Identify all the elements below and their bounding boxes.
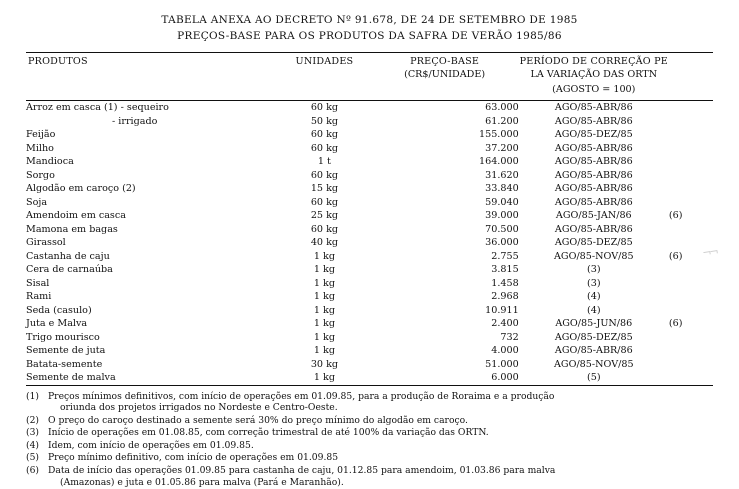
cell-periodo: AGO/85-NOV/85 [553, 358, 634, 370]
cell-produto: Semente de juta [26, 345, 106, 357]
cell-preco-base: 2.400 [491, 318, 519, 330]
header-unidades: UNIDADES [295, 56, 354, 67]
table-header-row-3 [26, 83, 713, 98]
cell-unidade: 15 kg [310, 183, 339, 195]
cell-preco-base: 2.968 [491, 291, 519, 303]
footnote-number: (4) [26, 439, 40, 451]
cell-produto: Juta e Malva [26, 318, 88, 330]
cell-preco-base: 2.755 [491, 250, 519, 262]
table-row [26, 101, 713, 115]
table-row [26, 196, 713, 210]
table-row [26, 223, 713, 237]
prices-table [26, 52, 713, 386]
footnote-text [48, 391, 713, 415]
cell-periodo: (3) [586, 264, 601, 276]
table-row [26, 155, 713, 169]
footnote-line-1: Preço mínimo definitivo, com início de operações em 01.09.85 [48, 452, 339, 464]
cell-periodo: (4) [586, 304, 601, 316]
cell-footnote-ref [669, 236, 713, 250]
cell-preco-base: 1.458 [491, 277, 519, 289]
cell-footnote-ref: (6) [668, 210, 683, 222]
cell-unidade: 1 t [317, 156, 331, 168]
cell-footnote-ref [669, 331, 713, 345]
header-notes-spacer-3 [669, 83, 713, 98]
table-header-row-1 [26, 53, 713, 69]
footnote-line-1: O preço do caroço destinado a semente será 30% do preço mínimo do algodão em caroço. [48, 414, 468, 426]
footnote-text [48, 465, 713, 489]
cell-produto: Mamona em bagas [26, 223, 118, 235]
cell-produto: Sorgo [26, 169, 55, 181]
rule [26, 385, 713, 386]
cell-unidade: 1 kg [313, 372, 335, 384]
footnote-line-1: Data de início das operações 01.09.85 para castanha de caju, 01.12.85 para amendoim, 01.03.86 para malva [48, 464, 556, 476]
table-row [26, 182, 713, 196]
cell-periodo: (3) [586, 277, 601, 289]
cell-footnote-ref: (6) [668, 318, 683, 330]
cell-produto: Feijão [26, 129, 56, 141]
header-periodo-line-2: LA VARIAÇÃO DAS ORTN [530, 69, 658, 80]
header-notes-spacer-2 [669, 68, 713, 83]
cell-footnote-ref [669, 115, 713, 129]
cell-periodo: AGO/85-ABR/86 [554, 156, 633, 168]
cell-periodo: AGO/85-ABR/86 [554, 142, 633, 154]
title-block [26, 14, 713, 42]
footnote-item [26, 415, 713, 427]
header-spacer-unidades [278, 83, 370, 98]
table-row [26, 250, 713, 264]
cell-periodo: (4) [586, 291, 601, 303]
footnote-line-1: Preços mínimos definitivos, com início de operações em 01.09.85, para a produção de Roraima e a produção [48, 390, 555, 402]
table-row [26, 358, 713, 372]
cell-periodo: AGO/85-ABR/86 [554, 169, 633, 181]
cell-produto-indented: - irrigado [112, 115, 158, 127]
cell-produto: Castanha de caju [26, 250, 110, 262]
cell-preco-base: 36.000 [485, 237, 519, 249]
cell-produto: Soja [26, 196, 48, 208]
footnote-text [48, 415, 713, 427]
cell-produto: Algodão em caroço (2) [26, 183, 136, 195]
table-row [26, 371, 713, 385]
table-row [26, 290, 713, 304]
table-row [26, 263, 713, 277]
cell-periodo: AGO/85-ABR/86 [554, 115, 633, 127]
footnote-text [48, 452, 713, 464]
footnote-text [48, 440, 713, 452]
table-row [26, 209, 713, 223]
cell-periodo: AGO/85-ABR/86 [554, 183, 633, 195]
cell-unidade: 1 kg [313, 291, 335, 303]
cell-periodo: AGO/85-DEZ/85 [554, 331, 633, 343]
cell-preco-base: 6.000 [491, 372, 519, 384]
cell-preco-base: 39.000 [485, 210, 519, 222]
table-row [26, 277, 713, 291]
cell-periodo: AGO/85-ABR/86 [554, 196, 633, 208]
table-body [26, 101, 713, 385]
cell-unidade: 30 kg [310, 358, 339, 370]
cell-produto: Arroz em casca (1) - sequeiro [26, 102, 169, 114]
cell-unidade: 1 kg [313, 318, 335, 330]
footnote-line-2: oriunda dos projetos irrigados no Nordeste e Centro-Oeste. [60, 402, 338, 414]
cell-unidade: 60 kg [310, 196, 339, 208]
cell-periodo: AGO/85-DEZ/85 [554, 129, 633, 141]
cell-produto: Amendoim em casca [26, 210, 126, 222]
document-title-line-2: PREÇOS-BASE PARA OS PRODUTOS DA SAFRA DE VERÃO 1985/86 [177, 30, 562, 42]
cell-unidade: 40 kg [310, 237, 339, 249]
cell-produto: Semente de malva [26, 372, 116, 384]
cell-unidade: 1 kg [313, 277, 335, 289]
footnote-line-1: Início de operações em 01.08.85, com correção trimestral de até 100% da variação das ORTN. [48, 427, 489, 439]
cell-produto: Mandioca [26, 156, 74, 168]
cell-footnote-ref [669, 169, 713, 183]
cell-produto: Trigo mourisco [26, 331, 100, 343]
footnote-item [26, 452, 713, 464]
table-row [26, 344, 713, 358]
cell-footnote-ref [669, 223, 713, 237]
cell-preco-base: 51.000 [485, 358, 519, 370]
cell-periodo: AGO/85-DEZ/85 [554, 237, 633, 249]
cell-periodo: AGO/85-JUN/86 [555, 318, 633, 330]
cell-footnote-ref [669, 344, 713, 358]
footnote-text [48, 427, 713, 439]
footnote-item [26, 427, 713, 439]
cell-preco-base: 732 [500, 331, 519, 343]
cell-footnote-ref [669, 196, 713, 210]
cell-periodo: AGO/85-JAN/86 [555, 210, 632, 222]
cell-preco-base: 164.000 [479, 156, 519, 168]
cell-unidade: 60 kg [310, 142, 339, 154]
header-spacer-preco [370, 83, 518, 98]
table-row [26, 236, 713, 250]
footnote-number: (1) [26, 390, 40, 402]
table-row [26, 169, 713, 183]
table-row [26, 142, 713, 156]
cell-preco-base: 3.815 [491, 264, 519, 276]
cell-preco-base: 61.200 [485, 115, 519, 127]
cell-preco-base: 63.000 [485, 102, 519, 114]
cell-unidade: 1 kg [313, 345, 335, 357]
table-row [26, 115, 713, 129]
cell-unidade: 1 kg [313, 264, 335, 276]
cell-produto: Sisal [26, 277, 50, 289]
cell-produto: Milho [26, 142, 54, 154]
cell-produto: Cera de carnaúba [26, 264, 113, 276]
footnote-item [26, 391, 713, 415]
cell-footnote-ref [669, 155, 713, 169]
cell-preco-base: 10.911 [485, 304, 519, 316]
cell-unidade: 60 kg [310, 169, 339, 181]
cell-footnote-ref [669, 101, 713, 115]
cell-footnote-ref [669, 371, 713, 385]
footnotes [26, 391, 713, 489]
header-produtos: PRODUTOS [28, 56, 88, 67]
cell-periodo: AGO/85-ABR/86 [554, 345, 633, 357]
header-spacer-produtos [26, 83, 278, 98]
cell-preco-base: 70.500 [485, 223, 519, 235]
footnote-item [26, 465, 713, 489]
cell-footnote-ref [669, 263, 713, 277]
cell-produto: Girassol [26, 237, 66, 249]
cell-footnote-ref [669, 128, 713, 142]
cell-preco-base: 33.840 [485, 183, 519, 195]
table-row [26, 128, 713, 142]
cell-footnote-ref [669, 142, 713, 156]
document-title-line-1: TABELA ANEXA AO DECRETO Nº 91.678, DE 24 DE SETEMBRO DE 1985 [161, 14, 578, 26]
cell-footnote-ref: (6) [668, 250, 683, 262]
cell-unidade: 1 kg [313, 331, 335, 343]
cell-footnote-ref [669, 290, 713, 304]
cell-unidade: 25 kg [310, 210, 339, 222]
footnote-line-2: (Amazonas) e juta e 01.05.86 para malva (Pará e Maranhão). [60, 476, 344, 488]
cell-preco-base: 155.000 [479, 129, 519, 141]
cell-periodo: AGO/85-ABR/86 [554, 223, 633, 235]
cell-preco-base: 4.000 [491, 345, 519, 357]
footnote-number: (2) [26, 414, 40, 426]
cell-unidade: 50 kg [310, 115, 339, 127]
cell-produto: Seda (casulo) [26, 304, 92, 316]
cell-preco-base: 59.040 [485, 196, 519, 208]
footnote-number: (3) [26, 427, 40, 439]
cell-unidade: 60 kg [310, 223, 339, 235]
header-notes-spacer [669, 53, 713, 69]
cell-unidade: 1 kg [313, 250, 335, 262]
table-bottom-rule [26, 385, 713, 386]
header-preco-base: PREÇO-BASE [410, 56, 480, 67]
cell-footnote-ref [669, 277, 713, 291]
cell-periodo: (5) [586, 372, 601, 384]
footnote-number: (6) [26, 464, 40, 476]
footnote-item [26, 440, 713, 452]
cell-unidade: 1 kg [313, 304, 335, 316]
header-preco-sub: (CR$/UNIDADE) [404, 69, 486, 80]
paper-smudge-mark: ¬¬ [701, 244, 718, 260]
table-row [26, 331, 713, 345]
cell-footnote-ref [669, 182, 713, 196]
header-periodo-sub: (AGOSTO = 100) [552, 84, 636, 95]
cell-footnote-ref [669, 358, 713, 372]
footnote-line-1: Idem, com início de operações em 01.09.85. [48, 439, 254, 451]
table-row [26, 317, 713, 331]
cell-unidade: 60 kg [310, 102, 339, 114]
cell-preco-base: 37.200 [485, 142, 519, 154]
cell-unidade: 60 kg [310, 129, 339, 141]
cell-footnote-ref [669, 304, 713, 318]
cell-preco-base: 31.620 [485, 169, 519, 181]
cell-periodo: AGO/85-ABR/86 [554, 102, 633, 114]
cell-produto: Rami [26, 291, 52, 303]
cell-periodo: AGO/85-NOV/85 [553, 250, 634, 262]
cell-produto: Batata-semente [26, 358, 103, 370]
table-row [26, 304, 713, 318]
footnote-number: (5) [26, 452, 40, 464]
header-periodo: PERÍODO DE CORREÇÃO PE [519, 56, 668, 67]
cell-produto [26, 115, 278, 129]
